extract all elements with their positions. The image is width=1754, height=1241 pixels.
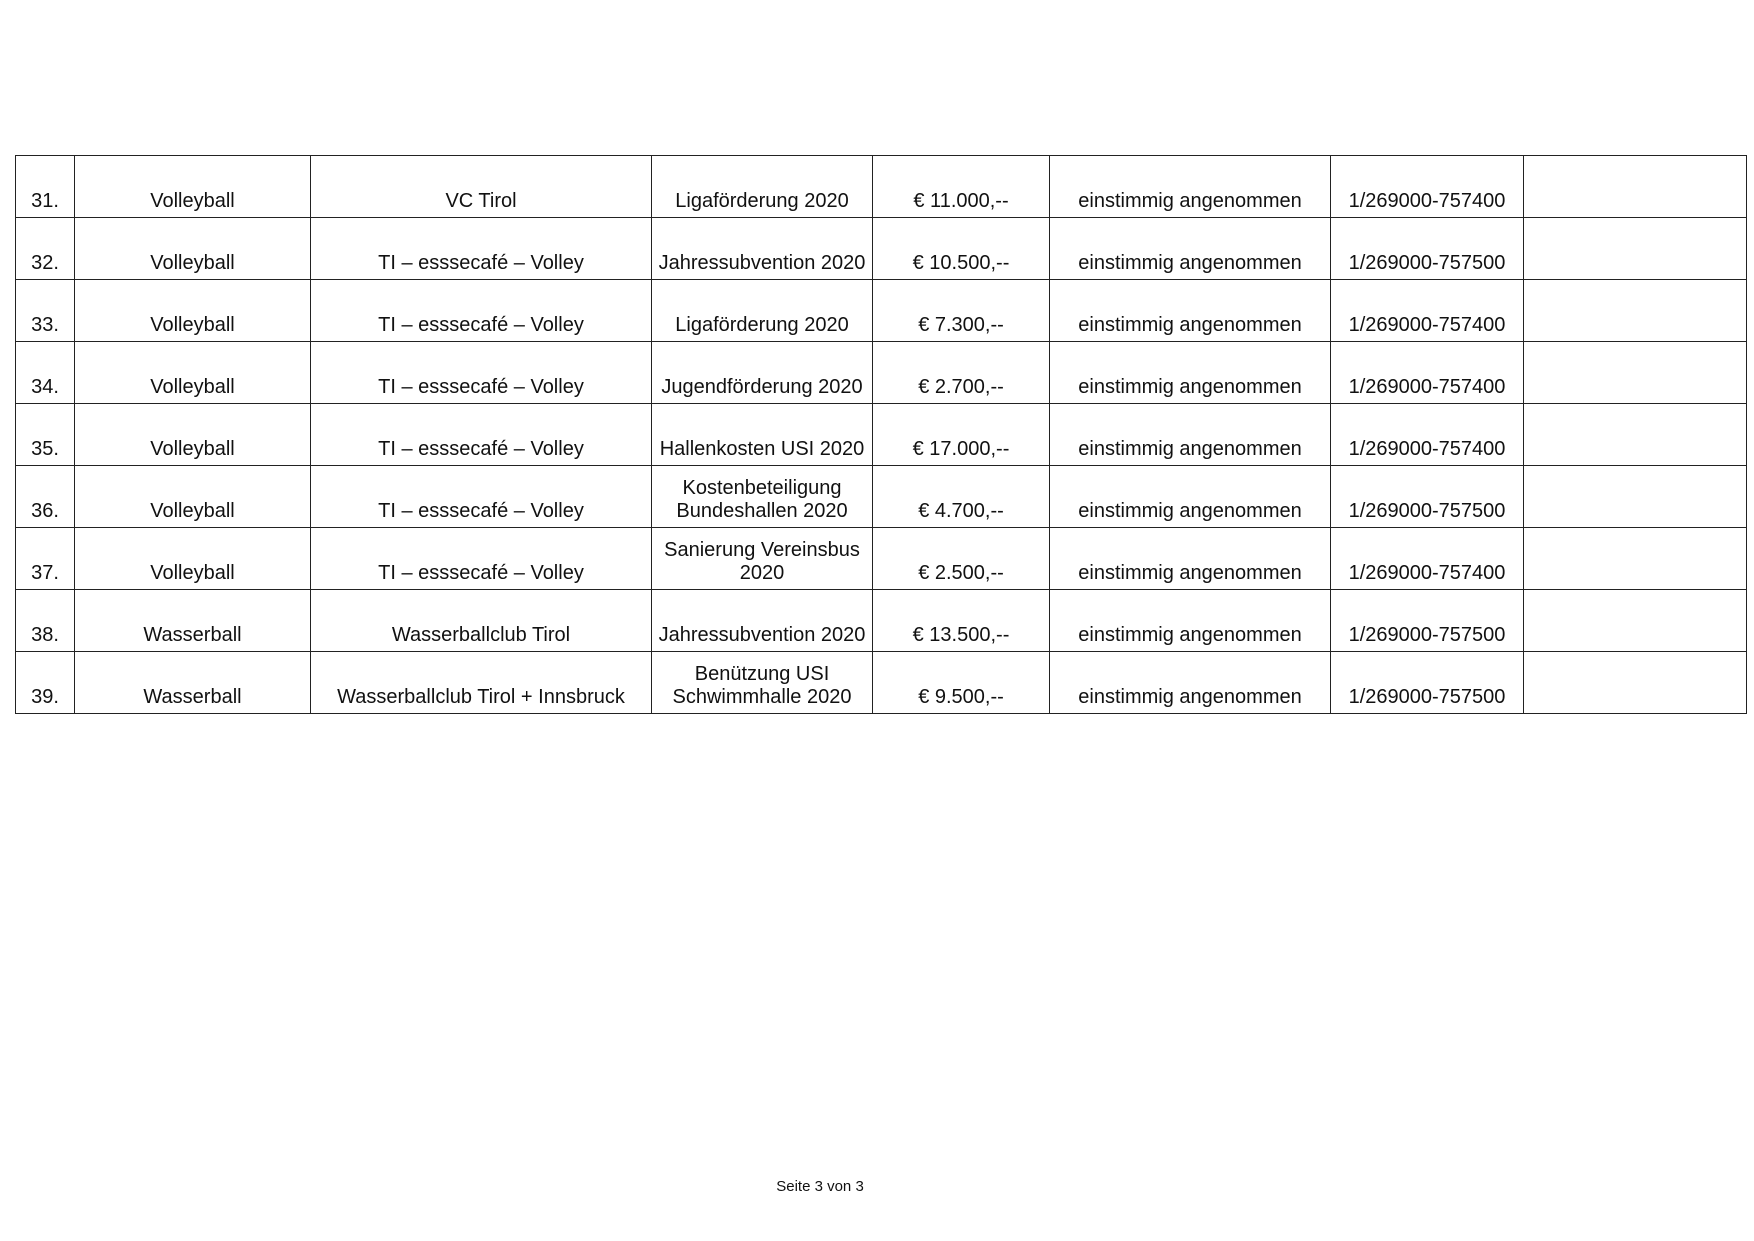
decision-cell: einstimmig angenommen	[1050, 528, 1331, 590]
purpose-cell: Kostenbeteiligung Bundeshallen 2020	[652, 466, 873, 528]
purpose-cell: Sanierung Vereinsbus 2020	[652, 528, 873, 590]
row-number-cell: 31.	[16, 156, 75, 218]
purpose-cell: Hallenkosten USI 2020	[652, 404, 873, 466]
table-row	[16, 590, 1747, 652]
table-row	[16, 404, 1747, 466]
purpose-cell: Benützung USI Schwimmhalle 2020	[652, 652, 873, 714]
subsidy-table	[15, 155, 1747, 714]
sport-cell: Volleyball	[75, 404, 311, 466]
purpose-cell: Jahressubvention 2020	[652, 590, 873, 652]
amount-cell: € 17.000,--	[873, 404, 1050, 466]
empty-cell	[1524, 280, 1747, 342]
club-cell: VC Tirol	[311, 156, 652, 218]
club-cell: TI – esssecafé – Volley	[311, 528, 652, 590]
account-cell: 1/269000-757500	[1331, 218, 1524, 280]
table-row	[16, 218, 1747, 280]
row-number-cell: 32.	[16, 218, 75, 280]
row-number-cell: 34.	[16, 342, 75, 404]
sport-cell: Wasserball	[75, 652, 311, 714]
page-number: Seite 3 von 3	[776, 1178, 864, 1195]
club-cell: TI – esssecafé – Volley	[311, 404, 652, 466]
empty-cell	[1524, 528, 1747, 590]
table-row	[16, 342, 1747, 404]
decision-cell: einstimmig angenommen	[1050, 280, 1331, 342]
sport-cell: Volleyball	[75, 466, 311, 528]
empty-cell	[1524, 404, 1747, 466]
decision-cell: einstimmig angenommen	[1050, 590, 1331, 652]
purpose-cell: Jahressubvention 2020	[652, 218, 873, 280]
empty-cell	[1524, 218, 1747, 280]
amount-cell: € 4.700,--	[873, 466, 1050, 528]
amount-cell: € 9.500,--	[873, 652, 1050, 714]
amount-cell: € 10.500,--	[873, 218, 1050, 280]
table-row	[16, 528, 1747, 590]
sport-cell: Volleyball	[75, 528, 311, 590]
table-body	[16, 156, 1747, 714]
empty-cell	[1524, 590, 1747, 652]
sport-cell: Volleyball	[75, 280, 311, 342]
row-number-cell: 37.	[16, 528, 75, 590]
row-number-cell: 39.	[16, 652, 75, 714]
amount-cell: € 7.300,--	[873, 280, 1050, 342]
club-cell: TI – esssecafé – Volley	[311, 218, 652, 280]
account-cell: 1/269000-757400	[1331, 528, 1524, 590]
empty-cell	[1524, 466, 1747, 528]
row-number-cell: 35.	[16, 404, 75, 466]
decision-cell: einstimmig angenommen	[1050, 466, 1331, 528]
decision-cell: einstimmig angenommen	[1050, 218, 1331, 280]
account-cell: 1/269000-757500	[1331, 466, 1524, 528]
amount-cell: € 2.700,--	[873, 342, 1050, 404]
decision-cell: einstimmig angenommen	[1050, 652, 1331, 714]
account-cell: 1/269000-757400	[1331, 280, 1524, 342]
decision-cell: einstimmig angenommen	[1050, 342, 1331, 404]
empty-cell	[1524, 342, 1747, 404]
decision-cell: einstimmig angenommen	[1050, 404, 1331, 466]
sport-cell: Wasserball	[75, 590, 311, 652]
purpose-cell: Jugendförderung 2020	[652, 342, 873, 404]
sport-cell: Volleyball	[75, 218, 311, 280]
club-cell: TI – esssecafé – Volley	[311, 466, 652, 528]
table-row	[16, 652, 1747, 714]
sport-cell: Volleyball	[75, 156, 311, 218]
row-number-cell: 36.	[16, 466, 75, 528]
sport-cell: Volleyball	[75, 342, 311, 404]
club-cell: TI – esssecafé – Volley	[311, 342, 652, 404]
amount-cell: € 13.500,--	[873, 590, 1050, 652]
account-cell: 1/269000-757400	[1331, 342, 1524, 404]
account-cell: 1/269000-757400	[1331, 404, 1524, 466]
club-cell: Wasserballclub Tirol	[311, 590, 652, 652]
table-row	[16, 466, 1747, 528]
table-row	[16, 280, 1747, 342]
decision-cell: einstimmig angenommen	[1050, 156, 1331, 218]
purpose-cell: Ligaförderung 2020	[652, 280, 873, 342]
amount-cell: € 11.000,--	[873, 156, 1050, 218]
empty-cell	[1524, 156, 1747, 218]
purpose-cell: Ligaförderung 2020	[652, 156, 873, 218]
table-row	[16, 156, 1747, 218]
account-cell: 1/269000-757500	[1331, 652, 1524, 714]
club-cell: Wasserballclub Tirol + Innsbruck	[311, 652, 652, 714]
row-number-cell: 38.	[16, 590, 75, 652]
club-cell: TI – esssecafé – Volley	[311, 280, 652, 342]
account-cell: 1/269000-757500	[1331, 590, 1524, 652]
amount-cell: € 2.500,--	[873, 528, 1050, 590]
empty-cell	[1524, 652, 1747, 714]
account-cell: 1/269000-757400	[1331, 156, 1524, 218]
row-number-cell: 33.	[16, 280, 75, 342]
